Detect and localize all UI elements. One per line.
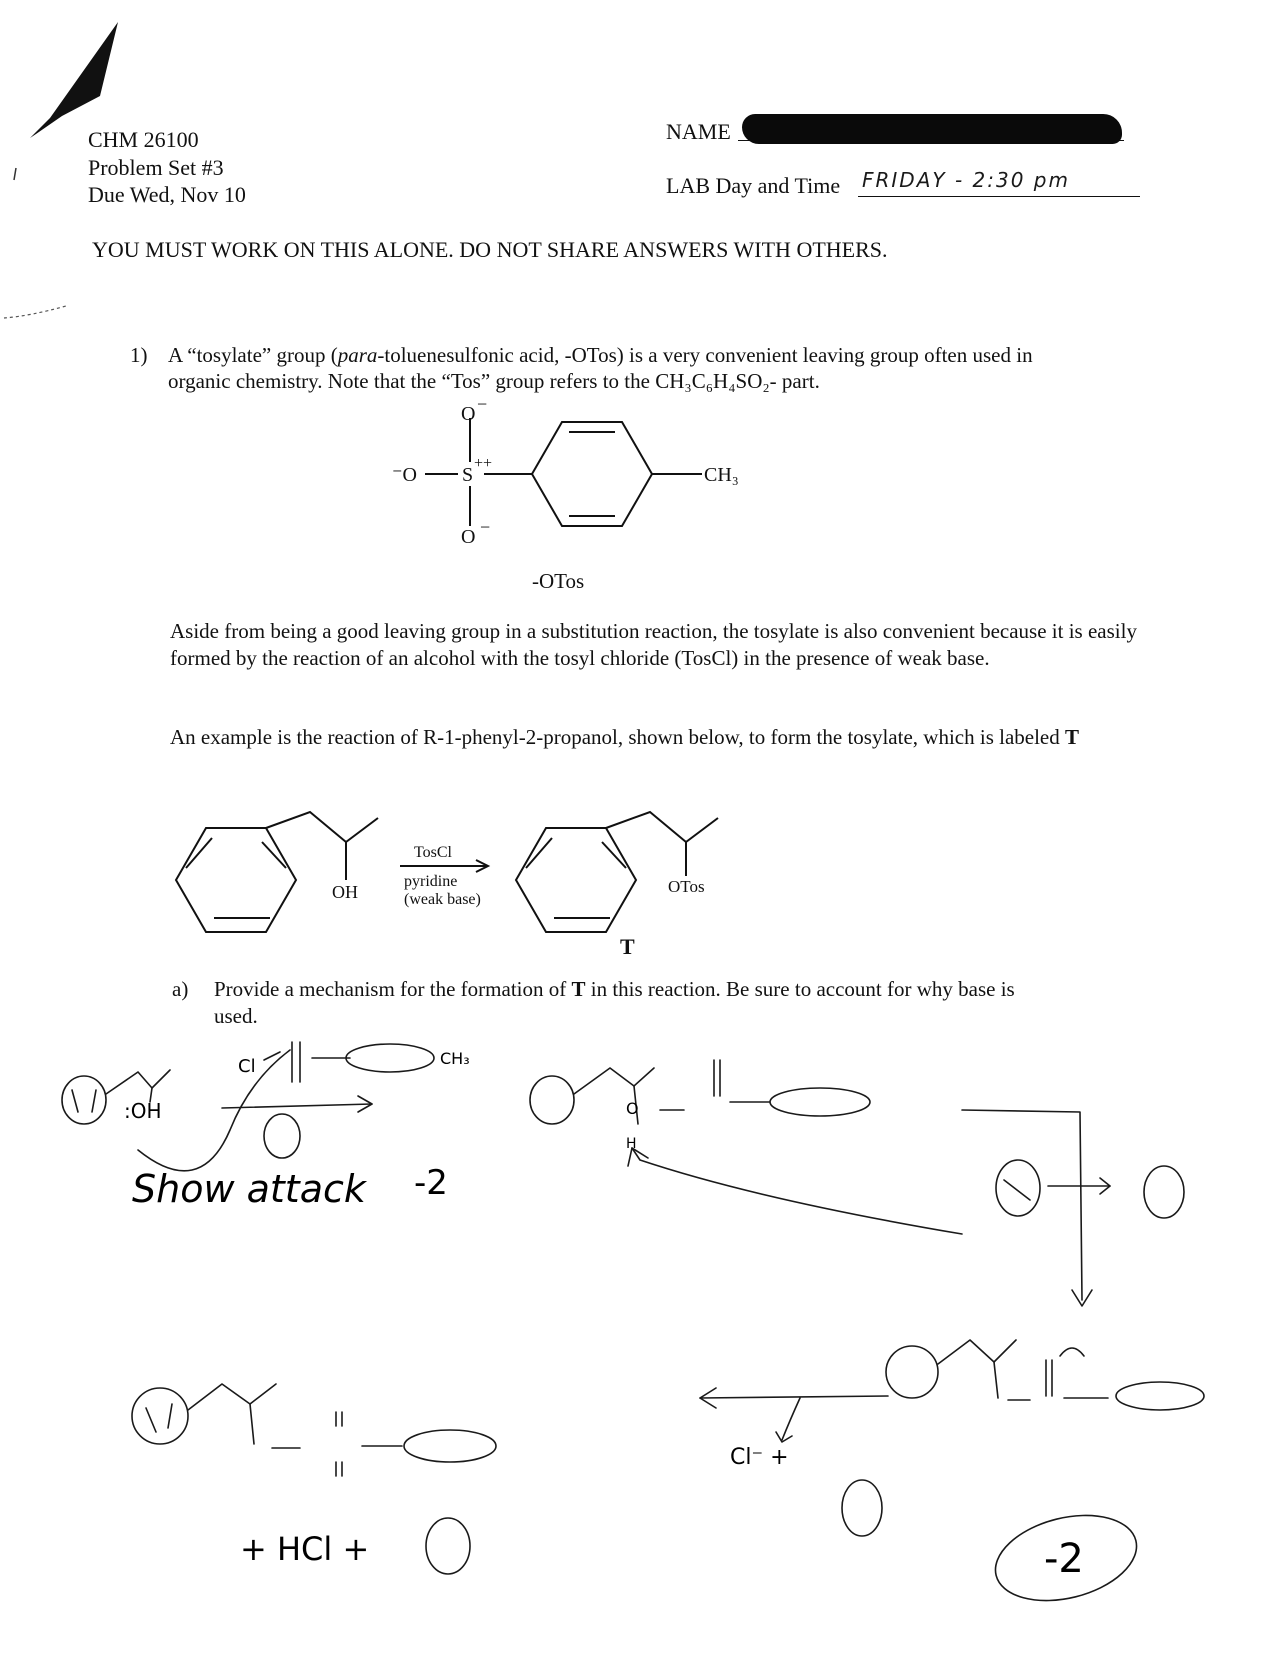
lab-label: LAB Day and Time <box>666 173 841 198</box>
hw-circled-score: -2 <box>1044 1536 1084 1582</box>
part-a-question-line2: used. <box>214 1004 258 1028</box>
product-label-t: T <box>620 934 635 959</box>
problem-set-label: Problem Set #3 <box>88 155 224 180</box>
due-date: Due Wed, Nov 10 <box>88 182 246 207</box>
tos-o-left: ⁻O <box>392 464 417 486</box>
tos-o-top-charge: − <box>477 394 488 414</box>
condition-weak-base: (weak base) <box>404 891 481 908</box>
tos-o-bottom: O <box>461 526 476 548</box>
hw-cl-minus: Cl⁻ + <box>730 1445 789 1470</box>
hw-show-attack: Show attack <box>132 1167 366 1211</box>
tosylate-caption: -OTos <box>532 569 585 593</box>
condition-pyridine: pyridine <box>404 873 458 890</box>
lab-handwritten-value: FRIDAY - 2:30 pm <box>862 168 1070 192</box>
tos-sulfur: S <box>462 464 474 486</box>
part-a-letter: a) <box>172 977 189 1001</box>
hw-oh: :OH <box>124 1099 162 1123</box>
part-a-question: Provide a mechanism for the formation of T in this reaction. Be sure to account for why base is <box>214 977 1015 1001</box>
hw-o-plus: O <box>626 1099 639 1118</box>
product-otos: OTos <box>668 877 705 896</box>
hw-cl: Cl <box>238 1056 256 1077</box>
reagent-toscl: TosCl <box>414 844 452 861</box>
hw-deduction: -2 <box>414 1163 448 1203</box>
paragraph-tosylate-formation: Aside from being a good leaving group in a substitution reaction, the tosylate is also convenient because it is easily formed by the reaction of an alcohol with the tosyl chloride (TosCl) in the presence of weak base. <box>170 619 1137 670</box>
question-number: 1) <box>130 343 148 367</box>
course-code: CHM 26100 <box>88 127 199 152</box>
tos-o-top: O <box>461 403 476 425</box>
paragraph-example-reaction: An example is the reaction of R-1-phenyl-2-propanol, shown below, to form the tosylate, which is labeled T <box>170 725 1080 749</box>
question-intro-line1: A “tosylate” group (para-toluenesulfonic acid, -OTos) is a very convenient leaving group often used in <box>168 343 1033 367</box>
question-intro-line2: organic chemistry. Note that the “Tos” group refers to the CH₃C₆H₄SO₂- part. <box>168 369 820 393</box>
tos-sulfur-charge: ++ <box>474 455 493 472</box>
hw-h: H <box>626 1136 637 1152</box>
reactant-oh: OH <box>332 882 358 902</box>
hw-ch3: CH₃ <box>440 1049 470 1068</box>
hw-plus-hcl: + HCl + <box>240 1530 370 1568</box>
warning-text: YOU MUST WORK ON THIS ALONE. DO NOT SHARE ANSWERS WITH OTHERS. <box>92 237 888 262</box>
name-label: NAME <box>666 119 731 144</box>
tos-ch3: CH₃ <box>704 464 739 486</box>
tos-o-bottom-charge: − <box>480 517 491 537</box>
